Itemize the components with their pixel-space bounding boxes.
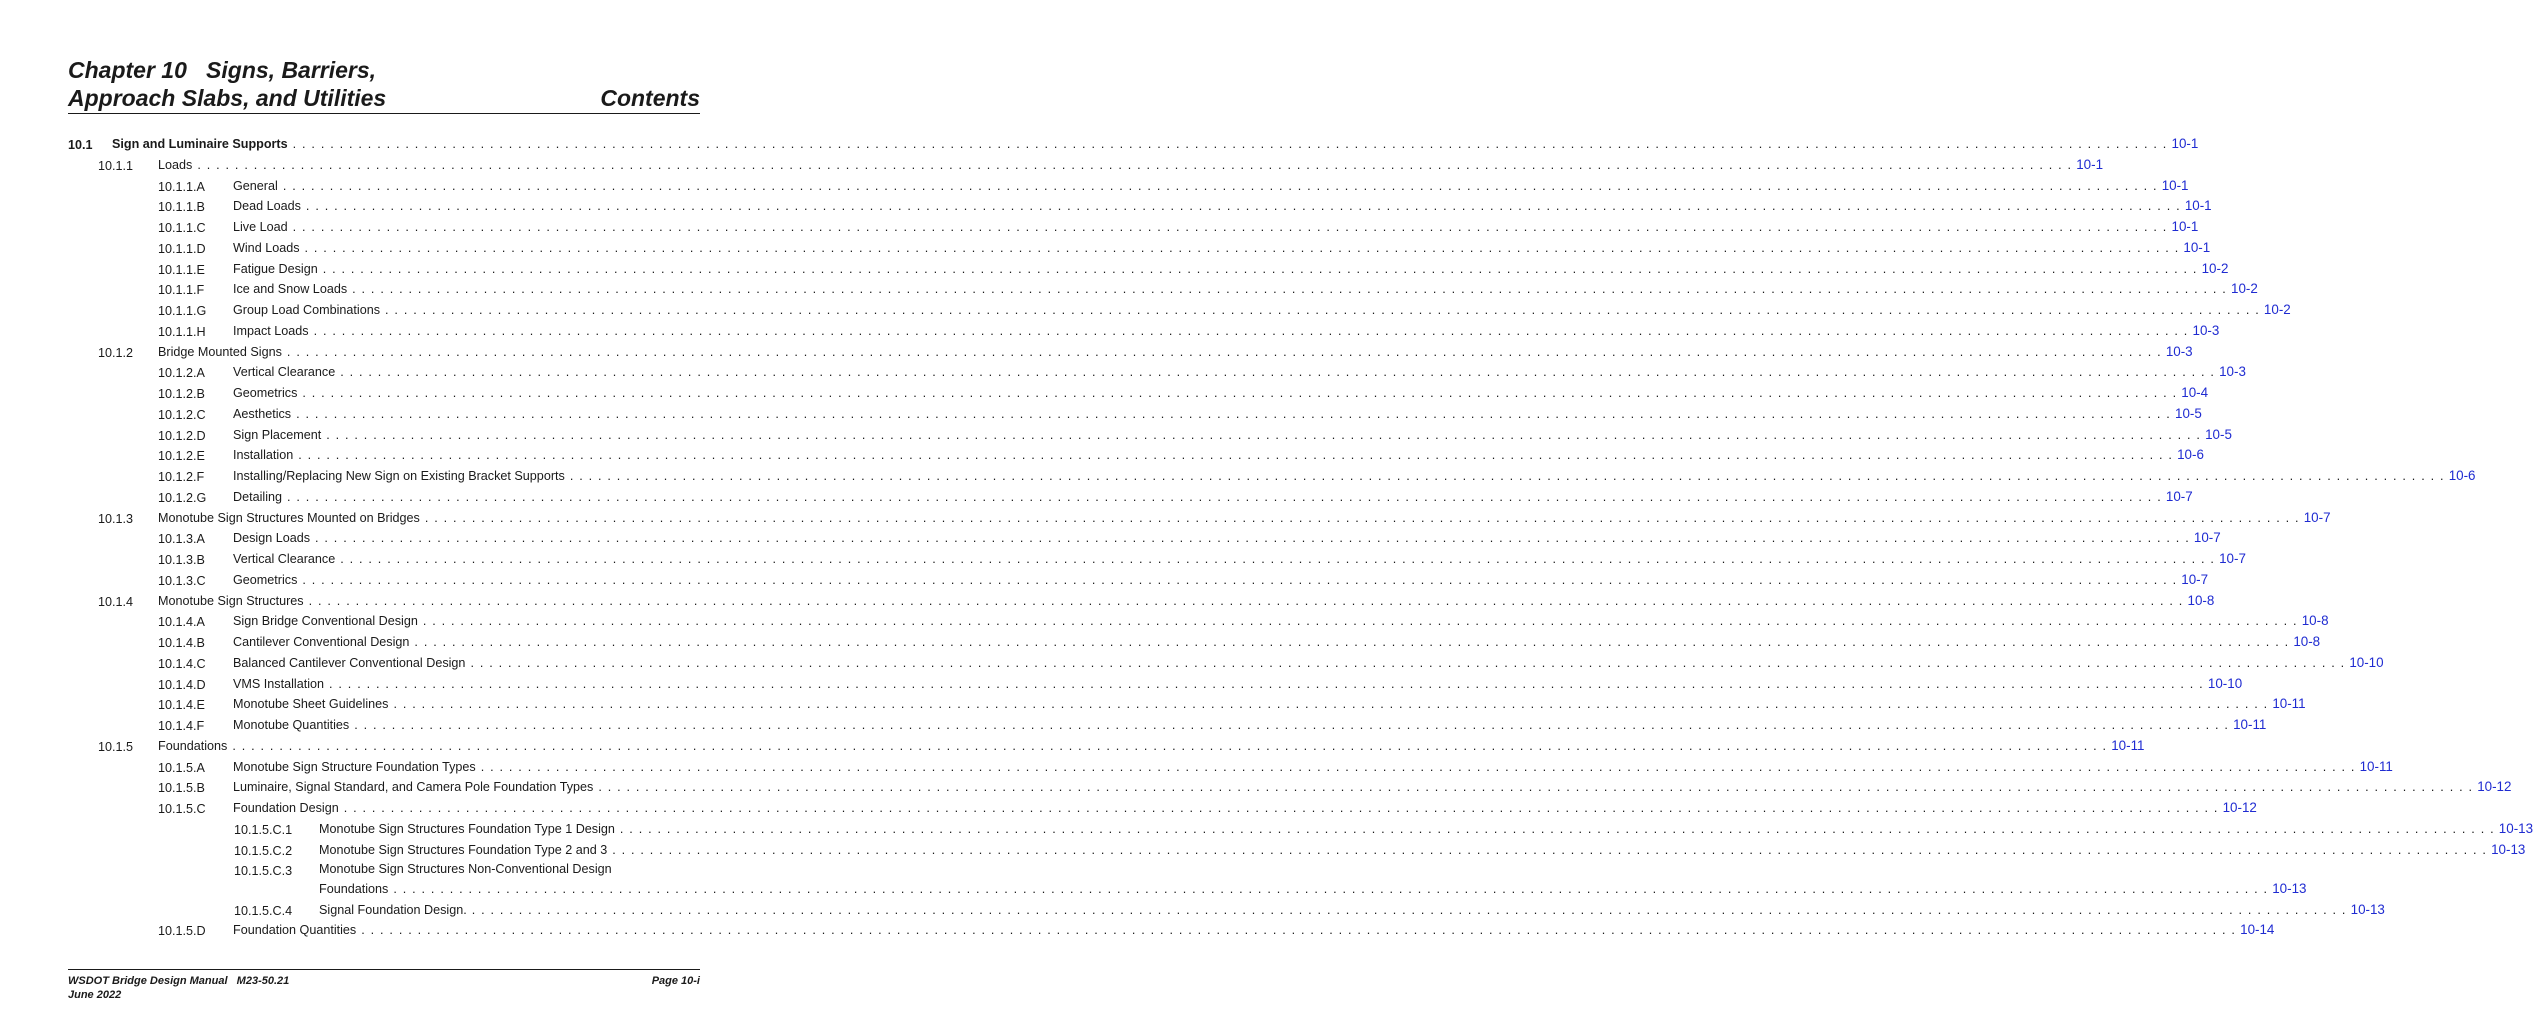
toc-entry[interactable] bbox=[68, 800, 2257, 821]
toc-entry-page-link[interactable]: 10-1 bbox=[2184, 198, 2212, 214]
toc-entry-number: 10.1.5.D bbox=[158, 924, 206, 939]
toc-entry-page-link[interactable]: 10-10 bbox=[2349, 654, 2384, 670]
toc-entry-page-link[interactable]: 10-2 bbox=[2263, 302, 2291, 317]
toc-entry[interactable] bbox=[68, 136, 2199, 157]
toc-entry-page-link[interactable]: 10-6 bbox=[2177, 447, 2204, 463]
toc-entry-page-link[interactable]: 10-2 bbox=[2201, 260, 2229, 276]
toc-entry-title: Bridge Mounted Signs bbox=[158, 344, 282, 359]
toc-dot-leader: . . . . . . . . . . . . . . . . . . . . . . . . . . . . . . . . . . . . . . . . . . . . . . . . . . . . . . . . . . . . . . . . . . . . . . . . . . . . . . . . . . . . . . . . . . . . . . . . . . . . . . . . . . . . . . . . . . . . . . . . . . . . . . . . . . . . . . . . . . . . . . . . . . . . . . . . . . . . . . . . . . . . . . . . . . . . . . . . . . . . . . . . . . . . . . . . . . . . . . . . bbox=[298, 448, 2174, 463]
toc-dot-leader: . . . . . . . . . . . . . . . . . . . . . . . . . . . . . . . . . . . . . . . . . . . . . . . . . . . . . . . . . . . . . . . . . . . . . . . . . . . . . . . . . . . . . . . . . . . . . . . . . . . . . . . . . . . . . . . . . . . . . . . . . . . . . . . . . . . . . . . . . . . . . . . . . . . . . . . . . . . . . . . . . . . . . . . . . . . . . . . . . . . . . . . . . . . . . . . . . . . . . . . . bbox=[612, 842, 2488, 857]
toc-dot-leader: . . . . . . . . . . . . . . . . . . . . . . . . . . . . . . . . . . . . . . . . . . . . . . . . . . . . . . . . . . . . . . . . . . . . . . . . . . . . . . . . . . . . . . . . . . . . . . . . . . . . . . . . . . . . . . . . . . . . . . . . . . . . . . . . . . . . . . . . . . . . . . . . . . . . . . . . . . . . . . . . . . . . . . . . . . . . . . . . . . . . . . . . . . . . . . . . . . . . . . . . bbox=[361, 923, 2237, 938]
toc-entry[interactable] bbox=[68, 922, 2275, 943]
toc-entry-page-link[interactable]: 10-3 bbox=[2192, 322, 2220, 338]
toc-entry[interactable] bbox=[68, 488, 2193, 510]
toc-entry-title: Installation bbox=[233, 448, 294, 463]
toc-entry-page-link[interactable]: 10-1 bbox=[2183, 239, 2211, 255]
toc-dot-leader: . . . . . . . . . . . . . . . . . . . . . . . . . . . . . . . . . . . . . . . . . . . . . . . . . . . . . . . . . . . . . . . . . . . . . . . . . . . . . . . . . . . . . . . . . . . . . . . . . . . . . . . . . . . . . . . . . . . . . . . . . . . . . . . . . . . . . . . . . . . . . . . . . . . . . . . . . . . . . . . . . . . . . . . . . . . . . . . . . . . . . . . . . . . . . . . . . . . . . . . . bbox=[296, 406, 2171, 421]
toc-entry-title: Balanced Cantilever Conventional Design bbox=[233, 655, 466, 670]
toc-entry-page-link[interactable]: 10-13 bbox=[2350, 901, 2385, 917]
toc-entry-title: Monotube Sign Structures Foundation Type 2 and 3 bbox=[319, 842, 608, 857]
toc-entry[interactable] bbox=[68, 901, 2385, 923]
toc-entry-number: 10.1.2.D bbox=[158, 428, 206, 443]
toc-entry-number: 10.1.1.G bbox=[158, 304, 207, 318]
toc-entry-page-link[interactable]: 10-5 bbox=[2205, 426, 2232, 442]
toc-entry-title: Monotube Sheet Guidelines bbox=[233, 697, 389, 712]
toc-entry-page-link[interactable]: 10-10 bbox=[2207, 675, 2243, 691]
toc-entry[interactable] bbox=[68, 405, 2202, 427]
toc-dot-leader: . . . . . . . . . . . . . . . . . . . . . . . . . . . . . . . . . . . . . . . . . . . . . . . . . . . . . . . . . . . . . . . . . . . . . . . . . . . . . . . . . . . . . . . . . . . . . . . . . . . . . . . . . . . . . . . . . . . . . . . . . . . . . . . . . . . . . . . . . . . . . . . . . . . . . . . . . . . . . . . . . . . . . . . . . . . . . . . . . . . . . . . . . . . . . . . . . . . . . . . . bbox=[393, 881, 2269, 896]
toc-entry[interactable] bbox=[68, 820, 2533, 842]
toc-entry-page-link[interactable]: 10-6 bbox=[2448, 468, 2476, 483]
toc-entry-title: Cantilever Conventional Design bbox=[233, 635, 410, 649]
toc-entry-number: 10.1.5.B bbox=[158, 781, 205, 796]
toc-entry-number: 10.1.3.A bbox=[158, 532, 205, 547]
toc-entry-number: 10.1.5.C bbox=[158, 802, 206, 816]
toc-entry-title: Luminaire, Signal Standard, and Camera Pole Foundation Types bbox=[233, 780, 594, 795]
toc-entry-title: Wind Loads bbox=[233, 240, 300, 255]
toc-entry-number: 10.1.4.E bbox=[158, 698, 205, 713]
toc-entry[interactable] bbox=[68, 758, 2393, 780]
toc-entry[interactable] bbox=[68, 219, 2199, 240]
toc-entry-number: 10.1.1.D bbox=[158, 241, 206, 256]
toc-entry-page-link[interactable]: 10-7 bbox=[2303, 509, 2331, 525]
toc-entry[interactable] bbox=[68, 239, 2211, 261]
toc-entry[interactable] bbox=[68, 385, 2209, 406]
toc-entry-page-link[interactable]: 10-13 bbox=[2498, 820, 2533, 836]
toc-dot-leader: . . . . . . . . . . . . . . . . . . . . . . . . . . . . . . . . . . . . . . . . . . . . . . . . . . . . . . . . . . . . . . . . . . . . . . . . . . . . . . . . . . . . . . . . . . . . . . . . . . . . . . . . . . . . . . . . . . . . . . . . . . . . . . . . . . . . . . . . . . . . . . . . . . . . . . . . . . . . . . . . . . . . . . . . . . . . . . . . . . . . . . . . . . . . . . . . . . . . . . . . bbox=[480, 759, 2356, 774]
toc-entry-title: Vertical Clearance bbox=[233, 365, 336, 380]
toc-dot-leader: . . . . . . . . . . . . . . . . . . . . . . . . . . . . . . . . . . . . . . . . . . . . . . . . . . . . . . . . . . . . . . . . . . . . . . . . . . . . . . . . . . . . . . . . . . . . . . . . . . . . . . . . . . . . . . . . . . . . . . . . . . . . . . . . . . . . . . . . . . . . . . . . . . . . . . . . . . . . . . . . . . . . . . . . . . . . . . . . . . . . . . . . . . . . . . . . . . . . . . . . bbox=[282, 178, 2158, 193]
toc-dot-leader: . . . . . . . . . . . . . . . . . . . . . . . . . . . . . . . . . . . . . . . . . . . . . . . . . . . . . . . . . . . . . . . . . . . . . . . . . . . . . . . . . . . . . . . . . . . . . . . . . . . . . . . . . . . . . . . . . . . . . . . . . . . . . . . . . . . . . . . . . . . . . . . . . . . . . . . . . . . . . . . . . . . . . . . . . . . . . . . . . . . . . . . . . . . . . . . . . . . . . . . . bbox=[424, 510, 2300, 525]
toc-entry-page-link[interactable]: 10-12 bbox=[2222, 800, 2257, 815]
table-of-contents bbox=[68, 136, 2533, 943]
toc-dot-leader: . . . . . . . . . . . . . . . . . . . . . . . . . . . . . . . . . . . . . . . . . . . . . . . . . . . . . . . . . . . . . . . . . . . . . . . . . . . . . . . . . . . . . . . . . . . . . . . . . . . . . . . . . . . . . . . . . . . . . . . . . . . . . . . . . . . . . . . . . . . . . . . . . . . . . . . . . . . . . . . . . . . . . . . . . . . . . . . . . . . . . . . . . . . . . . . . . . . . . . . . bbox=[569, 469, 2445, 483]
toc-entry[interactable] bbox=[68, 281, 2258, 302]
toc-entry-title: Monotube Quantities bbox=[233, 718, 350, 732]
toc-entry-number: 10.1.4.D bbox=[158, 677, 206, 692]
toc-entry-page-link[interactable]: 10-11 bbox=[2111, 737, 2145, 753]
toc-entry-title: Foundation Design bbox=[233, 801, 339, 815]
chapter-title-line-1: Chapter 10 Signs, Barriers, bbox=[68, 57, 377, 83]
toc-entry-number: 10.1.4 bbox=[98, 594, 134, 609]
toc-entry[interactable] bbox=[68, 592, 2215, 614]
toc-entry-number: 10.1.2.F bbox=[158, 470, 205, 484]
toc-entry-number: 10.1.1.H bbox=[158, 324, 206, 339]
toc-entry-page-link[interactable]: 10-1 bbox=[2171, 136, 2199, 151]
toc-dot-leader: . . . . . . . . . . . . . . . . . . . . . . . . . . . . . . . . . . . . . . . . . . . . . . . . . . . . . . . . . . . . . . . . . . . . . . . . . . . . . . . . . . . . . . . . . . . . . . . . . . . . . . . . . . . . . . . . . . . . . . . . . . . . . . . . . . . . . . . . . . . . . . . . . . . . . . . . . . . . . . . . . . . . . . . . . . . . . . . . . . . . . . . . . . . . . . . . . . . . . . . . bbox=[287, 489, 2162, 504]
toc-dot-leader: . . . . . . . . . . . . . . . . . . . . . . . . . . . . . . . . . . . . . . . . . . . . . . . . . . . . . . . . . . . . . . . . . . . . . . . . . . . . . . . . . . . . . . . . . . . . . . . . . . . . . . . . . . . . . . . . . . . . . . . . . . . . . . . . . . . . . . . . . . . . . . . . . . . . . . . . . . . . . . . . . . . . . . . . . . . . . . . . . . . . . . . . . . . . . . . . . . . . . . . . bbox=[232, 738, 2108, 753]
toc-entry[interactable] bbox=[68, 509, 2331, 531]
toc-dot-leader: . . . . . . . . . . . . . . . . . . . . . . . . . . . . . . . . . . . . . . . . . . . . . . . . . . . . . . . . . . . . . . . . . . . . . . . . . . . . . . . . . . . . . . . . . . . . . . . . . . . . . . . . . . . . . . . . . . . . . . . . . . . . . . . . . . . . . . . . . . . . . . . . . . . . . . . . . . . . . . . . . . . . . . . . . . . . . . . . . . . . . . . . . . . . . . . . . . . . . . . . bbox=[286, 344, 2162, 359]
header-rule bbox=[68, 113, 700, 114]
footer-date: June 2022 bbox=[68, 989, 122, 1001]
toc-entry-number: 10.1.5.C.2 bbox=[234, 843, 293, 858]
toc-entry-page-link[interactable]: 10-3 bbox=[2165, 343, 2193, 359]
toc-entry-number: 10.1.1.F bbox=[158, 283, 205, 298]
toc-entry-number: 10.1.5.C.1 bbox=[234, 822, 293, 837]
toc-entry-title: Monotube Sign Structures Mounted on Bridges bbox=[158, 510, 420, 525]
toc-entry-title: Geometrics bbox=[233, 572, 298, 587]
toc-entry-page-link[interactable]: 10-13 bbox=[2491, 841, 2526, 857]
toc-entry-number: 10.1.4.C bbox=[158, 656, 206, 671]
toc-dot-leader: . . . . . . . . . . . . . . . . . . . . . . . . . . . . . . . . . . . . . . . . . . . . . . . . . . . . . . . . . . . . . . . . . . . . . . . . . . . . . . . . . . . . . . . . . . . . . . . . . . . . . . . . . . . . . . . . . . . . . . . . . . . . . . . . . . . . . . . . . . . . . . . . . . . . . . . . . . . . . . . . . . . . . . . . . . . . . . . . . . . . . . . . . . . . . . . . . . . . . . . . bbox=[470, 655, 2346, 670]
toc-dot-leader: . . . . . . . . . . . . . . . . . . . . . . . . . . . . . . . . . . . . . . . . . . . . . . . . . . . . . . . . . . . . . . . . . . . . . . . . . . . . . . . . . . . . . . . . . . . . . . . . . . . . . . . . . . . . . . . . . . . . . . . . . . . . . . . . . . . . . . . . . . . . . . . . . . . . . . . . . . . . . . . . . . . . . . . . . . . . . . . . . . . . . . . . . . . . . . . . . . . . . . . . bbox=[329, 676, 2204, 691]
toc-entry-title: Sign Bridge Conventional Design bbox=[233, 614, 418, 629]
toc-dot-leader: . . . . . . . . . . . . . . . . . . . . . . . . . . . . . . . . . . . . . . . . . . . . . . . . . . . . . . . . . . . . . . . . . . . . . . . . . . . . . . . . . . . . . . . . . . . . . . . . . . . . . . . . . . . . . . . . . . . . . . . . . . . . . . . . . . . . . . . . . . . . . . . . . . . . . . . . . . . . . . . . . . . . . . . . . . . . . . . . . . . . . . . . . . . . . . . . . . . . . . . . bbox=[598, 780, 2474, 795]
toc-entry-title: Design Loads bbox=[233, 531, 311, 546]
toc-entry-title: Ice and Snow Loads bbox=[233, 282, 348, 297]
toc-entry-title: VMS Installation bbox=[233, 676, 324, 691]
toc-entry[interactable] bbox=[68, 260, 2229, 282]
toc-entry[interactable] bbox=[68, 675, 2243, 697]
toc-entry-title-continued: Foundations bbox=[319, 881, 389, 896]
toc-entry[interactable] bbox=[68, 426, 2232, 448]
toc-entry-title: Loads bbox=[158, 157, 193, 172]
toc-entry-title: Fatigue Design bbox=[233, 261, 318, 276]
toc-dot-leader: . . . . . . . . . . . . . . . . . . . . . . . . . . . . . . . . . . . . . . . . . . . . . . . . . . . . . . . . . . . . . . . . . . . . . . . . . . . . . . . . . . . . . . . . . . . . . . . . . . . . . . . . . . . . . . . . . . . . . . . . . . . . . . . . . . . . . . . . . . . . . . . . . . . . . . . . . . . . . . . . . . . . . . . . . . . . . . . . . . . . . . . . . . . . . . . . . . . . . . . . bbox=[393, 697, 2269, 712]
toc-entry-page-link[interactable]: 10-7 bbox=[2165, 488, 2193, 504]
toc-entry-title: Sign and Luminaire Supports bbox=[112, 137, 288, 151]
toc-entry-title: Dead Loads bbox=[233, 199, 301, 214]
toc-entry-number: 10.1.1.A bbox=[158, 179, 205, 194]
toc-entry-page-link[interactable]: 10-11 bbox=[2359, 758, 2393, 774]
footer-manual: WSDOT Bridge Design Manual M23-50.21 bbox=[68, 975, 290, 987]
toc-dot-leader: . . . . . . . . . . . . . . . . . . . . . . . . . . . . . . . . . . . . . . . . . . . . . . . . . . . . . . . . . . . . . . . . . . . . . . . . . . . . . . . . . . . . . . . . . . . . . . . . . . . . . . . . . . . . . . . . . . . . . . . . . . . . . . . . . . . . . . . . . . . . . . . . . . . . . . . . . . . . . . . . . . . . . . . . . . . . . . . . . . . . . . . . . . . . . . . . . . . . . . . . bbox=[385, 303, 2260, 317]
toc-entry-title: Monotube Sign Structures Non-Conventional Design bbox=[319, 862, 612, 877]
toc-entry-title: Installing/Replacing New Sign on Existing Bracket Supports bbox=[233, 469, 565, 483]
toc-dot-leader: . . . . . . . . . . . . . . . . . . . . . . . . . . . . . . . . . . . . . . . . . . . . . . . . . . . . . . . . . . . . . . . . . . . . . . . . . . . . . . . . . . . . . . . . . . . . . . . . . . . . . . . . . . . . . . . . . . . . . . . . . . . . . . . . . . . . . . . . . . . . . . . . . . . . . . . . . . . . . . . . . . . . . . . . . . . . . . . . . . . . . . . . . . . . . . . . . . . . . . . . bbox=[313, 323, 2189, 338]
toc-entry-page-link[interactable]: 10-2 bbox=[2231, 281, 2258, 297]
toc-entry[interactable] bbox=[68, 551, 2246, 572]
toc-entry[interactable] bbox=[68, 468, 2476, 489]
toc-entry-number: 10.1.5.C.4 bbox=[234, 903, 293, 918]
toc-dot-leader: . . . . . . . . . . . . . . . . . . . . . . . . . . . . . . . . . . . . . . . . . . . . . . . . . . . . . . . . . . . . . . . . . . . . . . . . . . . . . . . . . . . . . . . . . . . . . . . . . . . . . . . . . . . . . . . . . . . . . . . . . . . . . . . . . . . . . . . . . . . . . . . . . . . . . . . . . . . . . . . . . . . . . . . . . . . . . . . . . . . . . . . . . . . . . . . . . . . . . . . . bbox=[305, 199, 2181, 214]
toc-entry-page-link[interactable]: 10-11 bbox=[2272, 696, 2306, 712]
contents-label: Contents bbox=[600, 85, 700, 111]
toc-entry-title: Impact Loads bbox=[233, 323, 309, 338]
toc-entry-number: 10.1.2.B bbox=[158, 387, 205, 401]
toc-entry-page-link[interactable]: 10-14 bbox=[2240, 922, 2275, 938]
toc-entry-number: 10.1.2 bbox=[98, 345, 134, 360]
toc-entry-page-link[interactable]: 10-7 bbox=[2181, 571, 2209, 587]
toc-entry-page-link[interactable]: 10-8 bbox=[2293, 634, 2321, 649]
toc-entry[interactable] bbox=[68, 571, 2209, 593]
toc-entry-page-link[interactable]: 10-1 bbox=[2161, 177, 2189, 193]
toc-entry-number: 10.1.5.C.3 bbox=[234, 864, 293, 879]
toc-entry-number: 10.1 bbox=[68, 138, 93, 152]
toc-entry-number: 10.1.3.C bbox=[158, 573, 206, 588]
toc-entry[interactable] bbox=[68, 737, 2145, 759]
toc-entry-number: 10.1.1 bbox=[98, 158, 134, 173]
toc-dot-leader: . . . . . . . . . . . . . . . . . . . . . . . . . . . . . . . . . . . . . . . . . . . . . . . . . . . . . . . . . . . . . . . . . . . . . . . . . . . . . . . . . . . . . . . . . . . . . . . . . . . . . . . . . . . . . . . . . . . . . . . . . . . . . . . . . . . . . . . . . . . . . . . . . . . . . . . . . . . . . . . . . . . . . . . . . . . . . . . . . . . . . . . . . . . . . . . . . . . . . . . . bbox=[292, 137, 2168, 151]
toc-entry-number: 10.1.4.B bbox=[158, 636, 205, 650]
toc-entry-page-link[interactable]: 10-5 bbox=[2175, 405, 2202, 421]
toc-dot-leader: . . . . . . . . . . . . . . . . . . . . . . . . . . . . . . . . . . . . . . . . . . . . . . . . . . . . . . . . . . . . . . . . . . . . . . . . . . . . . . . . . . . . . . . . . . . . . . . . . . . . . . . . . . . . . . . . . . . . . . . . . . . . . . . . . . . . . . . . . . . . . . . . . . . . . . . . . . . . . . . . . . . . . . . . . . . . . . . . . . . . . . . . . . . . . . . . . . . . . . . . bbox=[414, 635, 2290, 649]
toc-entry-title: Monotube Sign Structures bbox=[158, 593, 304, 608]
toc-entry-number: 10.1.3 bbox=[98, 511, 134, 526]
toc-entry[interactable] bbox=[68, 654, 2384, 676]
toc-entry-title: General bbox=[233, 178, 278, 193]
toc-entry-title: Vertical Clearance bbox=[233, 552, 336, 566]
toc-entry-page-link[interactable]: 10-4 bbox=[2181, 385, 2209, 400]
toc-entry-page-link[interactable]: 10-3 bbox=[2219, 364, 2246, 380]
toc-entry[interactable] bbox=[68, 343, 2193, 365]
toc-entry-page-link[interactable]: 10-7 bbox=[2219, 551, 2246, 566]
toc-entry[interactable] bbox=[68, 198, 2212, 219]
toc-entry-page-link[interactable]: 10-8 bbox=[2301, 613, 2329, 629]
toc-entry-title: Detailing bbox=[233, 489, 283, 504]
toc-dot-leader: . . . . . . . . . . . . . . . . . . . . . . . . . . . . . . . . . . . . . . . . . . . . . . . . . . . . . . . . . . . . . . . . . . . . . . . . . . . . . . . . . . . . . . . . . . . . . . . . . . . . . . . . . . . . . . . . . . . . . . . . . . . . . . . . . . . . . . . . . . . . . . . . . . . . . . . . . . . . . . . . . . . . . . . . . . . . . . . . . . . . . . . . . . . . . . . . . . . . . . . . bbox=[354, 718, 2230, 732]
toc-entry-title: Geometrics bbox=[233, 386, 298, 400]
footer-rule bbox=[68, 969, 700, 970]
toc-dot-leader: . . . . . . . . . . . . . . . . . . . . . . . . . . . . . . . . . . . . . . . . . . . . . . . . . . . . . . . . . . . . . . . . . . . . . . . . . . . . . . . . . . . . . . . . . . . . . . . . . . . . . . . . . . . . . . . . . . . . . . . . . . . . . . . . . . . . . . . . . . . . . . . . . . . . . . . . . . . . . . . . . . . . . . . . . . . . . . . . . . . . . . . . . . . . . . . . . . . . . . . . bbox=[302, 572, 2178, 587]
toc-dot-leader: . . . . . . . . . . . . . . . . . . . . . . . . . . . . . . . . . . . . . . . . . . . . . . . . . . . . . . . . . . . . . . . . . . . . . . . . . . . . . . . . . . . . . . . . . . . . . . . . . . . . . . . . . . . . . . . . . . . . . . . . . . . . . . . . . . . . . . . . . . . . . . . . . . . . . . . . . . . . . . . . . . . . . . . . . . . . . . . . . . . . . . . . . . . . . . . . . . . . . . . . bbox=[308, 593, 2184, 608]
toc-entry-page-link[interactable]: 10-1 bbox=[2171, 219, 2199, 234]
toc-entry[interactable] bbox=[68, 530, 2221, 551]
toc-entry-number: 10.1.2.E bbox=[158, 449, 205, 464]
toc-entry[interactable] bbox=[68, 177, 2189, 199]
chapter-header bbox=[68, 56, 700, 112]
toc-entry-number: 10.1.2.A bbox=[158, 366, 205, 381]
toc-entry-title: Signal Foundation Design. bbox=[319, 902, 467, 917]
toc-entry[interactable] bbox=[68, 779, 2512, 800]
toc-entry-number: 10.1.4.A bbox=[158, 615, 205, 630]
chapter-title-line-2: Approach Slabs, and Utilities bbox=[68, 85, 387, 111]
toc-entry-title: Aesthetics bbox=[233, 406, 292, 421]
toc-entry-number: 10.1.2.G bbox=[158, 490, 207, 505]
toc-entry-page-link[interactable]: 10-11 bbox=[2233, 717, 2267, 732]
toc-entry-number: 10.1.1.E bbox=[158, 262, 205, 277]
toc-dot-leader: . . . . . . . . . . . . . . . . . . . . . . . . . . . . . . . . . . . . . . . . . . . . . . . . . . . . . . . . . . . . . . . . . . . . . . . . . . . . . . . . . . . . . . . . . . . . . . . . . . . . . . . . . . . . . . . . . . . . . . . . . . . . . . . . . . . . . . . . . . . . . . . . . . . . . . . . . . . . . . . . . . . . . . . . . . . . . . . . . . . . . . . . . . . . . . . . . . . . . . . . bbox=[619, 821, 2495, 836]
toc-dot-leader: . . . . . . . . . . . . . . . . . . . . . . . . . . . . . . . . . . . . . . . . . . . . . . . . . . . . . . . . . . . . . . . . . . . . . . . . . . . . . . . . . . . . . . . . . . . . . . . . . . . . . . . . . . . . . . . . . . . . . . . . . . . . . . . . . . . . . . . . . . . . . . . . . . . . . . . . . . . . . . . . . . . . . . . . . . . . . . . . . . . . . . . . . . . . . . . . . . . . . . . . bbox=[340, 552, 2216, 566]
toc-entry-title: Sign Placement bbox=[233, 427, 322, 442]
toc-entry-number: 10.1.5 bbox=[98, 739, 134, 754]
toc-entry[interactable] bbox=[68, 156, 2104, 178]
toc-dot-leader: . . . . . . . . . . . . . . . . . . . . . . . . . . . . . . . . . . . . . . . . . . . . . . . . . . . . . . . . . . . . . . . . . . . . . . . . . . . . . . . . . . . . . . . . . . . . . . . . . . . . . . . . . . . . . . . . . . . . . . . . . . . . . . . . . . . . . . . . . . . . . . . . . . . . . . . . . . . . . . . . . . . . . . . . . . . . . . . . . . . . . . . . . . . . . . . . . . . . . . . . bbox=[302, 386, 2178, 400]
toc-entry-page-link[interactable]: 10-13 bbox=[2272, 880, 2307, 896]
toc-entry[interactable] bbox=[68, 862, 701, 881]
toc-entry[interactable] bbox=[68, 696, 2306, 717]
toc-entry-page-link[interactable]: 10-8 bbox=[2187, 592, 2215, 608]
toc-entry-title: Foundation Quantities bbox=[233, 923, 357, 938]
toc-entry-title: Live Load bbox=[233, 220, 288, 234]
toc-entry[interactable] bbox=[68, 717, 2267, 738]
toc-dot-leader: . . . . . . . . . . . . . . . . . . . . . . . . . . . . . . . . . . . . . . . . . . . . . . . . . . . . . . . . . . . . . . . . . . . . . . . . . . . . . . . . . . . . . . . . . . . . . . . . . . . . . . . . . . . . . . . . . . . . . . . . . . . . . . . . . . . . . . . . . . . . . . . . . . . . . . . . . . . . . . . . . . . . . . . . . . . . . . . . . . . . . . . . . . . . . . . . . . . . . . . . bbox=[292, 220, 2168, 234]
toc-entry-page-link[interactable]: 10-7 bbox=[2193, 530, 2221, 546]
toc-dot-leader: . . . . . . . . . . . . . . . . . . . . . . . . . . . . . . . . . . . . . . . . . . . . . . . . . . . . . . . . . . . . . . . . . . . . . . . . . . . . . . . . . . . . . . . . . . . . . . . . . . . . . . . . . . . . . . . . . . . . . . . . . . . . . . . . . . . . . . . . . . . . . . . . . . . . . . . . . . . . . . . . . . . . . . . . . . . . . . . . . . . . . . . . . . . . . . . . . . . . . . . . bbox=[322, 261, 2198, 276]
toc-entry-title: Foundations bbox=[158, 738, 228, 753]
toc-entry[interactable] bbox=[68, 364, 2246, 385]
toc-entry-number: 10.1.1.B bbox=[158, 200, 205, 215]
toc-dot-leader: . . . . . . . . . . . . . . . . . . . . . . . . . . . . . . . . . . . . . . . . . . . . . . . . . . . . . . . . . . . . . . . . . . . . . . . . . . . . . . . . . . . . . . . . . . . . . . . . . . . . . . . . . . . . . . . . . . . . . . . . . . . . . . . . . . . . . . . . . . . . . . . . . . . . . . . . . . . . . . . . . . . . . . . . . . . . . . . . . . . . . . . . . . . . . . . . . . . . . . . . bbox=[326, 427, 2202, 442]
toc-entry-number: 10.1.5.A bbox=[158, 760, 205, 775]
toc-dot-leader: . . . . . . . . . . . . . . . . . . . . . . . . . . . . . . . . . . . . . . . . . . . . . . . . . . . . . . . . . . . . . . . . . . . . . . . . . . . . . . . . . . . . . . . . . . . . . . . . . . . . . . . . . . . . . . . . . . . . . . . . . . . . . . . . . . . . . . . . . . . . . . . . . . . . . . . . . . . . . . . . . . . . . . . . . . . . . . . . . . . . . . . . . . . . . . . . . . . . . . . . bbox=[471, 902, 2347, 917]
toc-dot-leader: . . . . . . . . . . . . . . . . . . . . . . . . . . . . . . . . . . . . . . . . . . . . . . . . . . . . . . . . . . . . . . . . . . . . . . . . . . . . . . . . . . . . . . . . . . . . . . . . . . . . . . . . . . . . . . . . . . . . . . . . . . . . . . . . . . . . . . . . . . . . . . . . . . . . . . . . . . . . . . . . . . . . . . . . . . . . . . . . . . . . . . . . . . . . . . . . . . . . . . . . bbox=[304, 240, 2180, 255]
toc-entry[interactable] bbox=[68, 322, 2220, 344]
toc-dot-leader: . . . . . . . . . . . . . . . . . . . . . . . . . . . . . . . . . . . . . . . . . . . . . . . . . . . . . . . . . . . . . . . . . . . . . . . . . . . . . . . . . . . . . . . . . . . . . . . . . . . . . . . . . . . . . . . . . . . . . . . . . . . . . . . . . . . . . . . . . . . . . . . . . . . . . . . . . . . . . . . . . . . . . . . . . . . . . . . . . . . . . . . . . . . . . . . . . . . . . . . . bbox=[197, 157, 2073, 172]
toc-entry[interactable] bbox=[68, 613, 2329, 634]
toc-entry[interactable] bbox=[68, 841, 2526, 863]
toc-dot-leader: . . . . . . . . . . . . . . . . . . . . . . . . . . . . . . . . . . . . . . . . . . . . . . . . . . . . . . . . . . . . . . . . . . . . . . . . . . . . . . . . . . . . . . . . . . . . . . . . . . . . . . . . . . . . . . . . . . . . . . . . . . . . . . . . . . . . . . . . . . . . . . . . . . . . . . . . . . . . . . . . . . . . . . . . . . . . . . . . . . . . . . . . . . . . . . . . . . . . . . . . bbox=[422, 614, 2298, 629]
toc-dot-leader: . . . . . . . . . . . . . . . . . . . . . . . . . . . . . . . . . . . . . . . . . . . . . . . . . . . . . . . . . . . . . . . . . . . . . . . . . . . . . . . . . . . . . . . . . . . . . . . . . . . . . . . . . . . . . . . . . . . . . . . . . . . . . . . . . . . . . . . . . . . . . . . . . . . . . . . . . . . . . . . . . . . . . . . . . . . . . . . . . . . . . . . . . . . . . . . . . . . . . . . . bbox=[315, 531, 2190, 546]
toc-entry[interactable] bbox=[68, 880, 2307, 902]
toc-entry[interactable] bbox=[68, 302, 2291, 323]
toc-entry-title: Monotube Sign Structures Foundation Type 1 Design bbox=[319, 821, 615, 836]
footer-page-number: Page 10-i bbox=[651, 975, 700, 987]
toc-entry-title: Monotube Sign Structure Foundation Types bbox=[233, 759, 476, 774]
toc-dot-leader: . . . . . . . . . . . . . . . . . . . . . . . . . . . . . . . . . . . . . . . . . . . . . . . . . . . . . . . . . . . . . . . . . . . . . . . . . . . . . . . . . . . . . . . . . . . . . . . . . . . . . . . . . . . . . . . . . . . . . . . . . . . . . . . . . . . . . . . . . . . . . . . . . . . . . . . . . . . . . . . . . . . . . . . . . . . . . . . . . . . . . . . . . . . . . . . . . . . . . . . . bbox=[343, 801, 2219, 815]
toc-entry-page-link[interactable]: 10-12 bbox=[2477, 779, 2512, 795]
toc-entry-number: 10.1.4.F bbox=[158, 719, 205, 733]
toc-entry[interactable] bbox=[68, 634, 2321, 655]
page-footer bbox=[68, 974, 700, 1002]
toc-entry-number: 10.1.1.C bbox=[158, 221, 206, 235]
toc-dot-leader: . . . . . . . . . . . . . . . . . . . . . . . . . . . . . . . . . . . . . . . . . . . . . . . . . . . . . . . . . . . . . . . . . . . . . . . . . . . . . . . . . . . . . . . . . . . . . . . . . . . . . . . . . . . . . . . . . . . . . . . . . . . . . . . . . . . . . . . . . . . . . . . . . . . . . . . . . . . . . . . . . . . . . . . . . . . . . . . . . . . . . . . . . . . . . . . . . . . . . . . . bbox=[352, 282, 2228, 297]
toc-entry[interactable] bbox=[68, 447, 2204, 468]
toc-dot-leader: . . . . . . . . . . . . . . . . . . . . . . . . . . . . . . . . . . . . . . . . . . . . . . . . . . . . . . . . . . . . . . . . . . . . . . . . . . . . . . . . . . . . . . . . . . . . . . . . . . . . . . . . . . . . . . . . . . . . . . . . . . . . . . . . . . . . . . . . . . . . . . . . . . . . . . . . . . . . . . . . . . . . . . . . . . . . . . . . . . . . . . . . . . . . . . . . . . . . . . . . bbox=[340, 365, 2216, 380]
toc-entry-page-link[interactable]: 10-1 bbox=[2076, 156, 2104, 172]
toc-entry-number: 10.1.3.B bbox=[158, 553, 205, 567]
toc-entry-number: 10.1.2.C bbox=[158, 407, 206, 422]
toc-entry-title: Group Load Combinations bbox=[233, 303, 381, 317]
